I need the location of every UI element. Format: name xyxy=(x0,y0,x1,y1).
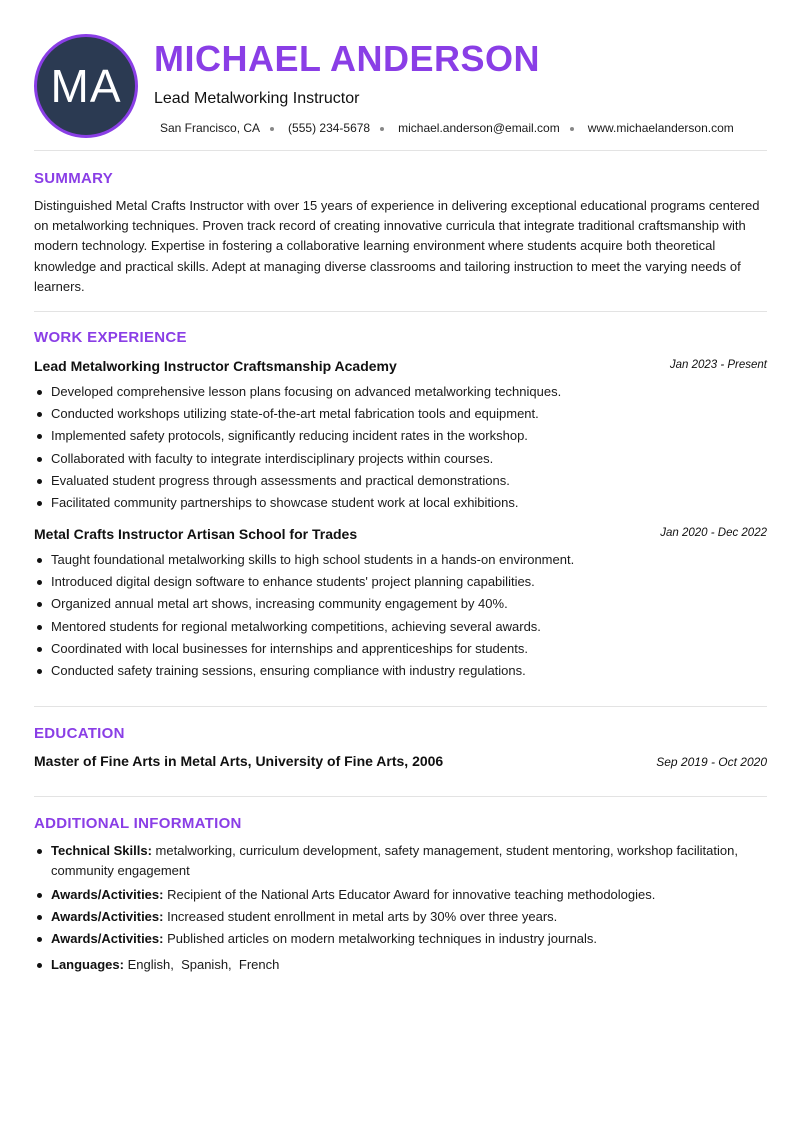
section-title-summary: SUMMARY xyxy=(34,170,114,187)
list-item: Mentored students for regional metalworking competitions, achieving several awards. xyxy=(34,618,767,640)
contact-phone[interactable]: (555) 234-5678 xyxy=(288,121,371,135)
info-label: Awards/Activities: xyxy=(51,931,164,946)
separator-dot-icon xyxy=(380,127,384,131)
education-degree: Master of Fine Arts in Metal Arts, University of Fine Arts, 2006 xyxy=(34,753,444,769)
list-item: Conducted workshops utilizing state-of-the-art metal fabrication tools and equipment. xyxy=(34,405,767,427)
candidate-role: Lead Metalworking Instructor xyxy=(154,90,360,107)
divider xyxy=(34,311,767,312)
divider xyxy=(34,706,767,707)
separator-dot-icon xyxy=(270,127,274,131)
separator-dot-icon xyxy=(570,127,574,131)
list-item: Implemented safety protocols, significantly reducing incident rates in the workshop. xyxy=(34,427,767,449)
avatar xyxy=(34,34,138,138)
list-item: Facilitated community partnerships to showcase student work at local exhibitions. xyxy=(34,494,767,516)
section-title-additional: ADDITIONAL INFORMATION xyxy=(34,815,242,832)
job-dates: Jan 2020 - Dec 2022 xyxy=(660,527,767,539)
section-title-experience: WORK EXPERIENCE xyxy=(34,329,187,346)
contact-email[interactable]: michael.anderson@email.com xyxy=(398,121,560,135)
avatar-initials: MA xyxy=(50,60,122,112)
info-text: Recipient of the National Arts Educator Award for innovative teaching methodologies. xyxy=(167,887,656,902)
list-item: Introduced digital design software to enhance students' project planning capabilities. xyxy=(34,573,767,595)
candidate-name: MICHAEL ANDERSON xyxy=(154,38,541,79)
info-text: English, Spanish, French xyxy=(127,957,280,972)
divider xyxy=(34,150,767,151)
job-dates: Jan 2023 - Present xyxy=(669,359,767,371)
education-entry xyxy=(34,753,767,771)
info-text: Published articles on modern metalworking techniques in industry journals. xyxy=(167,931,598,946)
job-bullets xyxy=(34,383,767,516)
list-item: Coordinated with local businesses for internships and apprenticeships for students. xyxy=(34,640,767,662)
additional-info-list xyxy=(34,841,767,975)
job-bullets xyxy=(34,551,767,684)
job-header xyxy=(34,358,767,376)
info-text: metalworking, curriculum development, safety management, student mentoring, workshop facilitation, community engagement xyxy=(51,843,738,878)
summary-text: Distinguished Metal Crafts Instructor with over 15 years of experience in delivering exceptional educational programs centered on metalworking techniques. Proven track record of creating innovative curricula that integrate traditional craftsmanship with modern technology. Expertise in fostering a collaborative learning environment where students acquire both theoretical knowledge and practical skills. Adept at managing diverse classrooms and tailoring instruction to meet the varying needs of learners. xyxy=(34,198,760,294)
list-item xyxy=(34,907,767,927)
list-item: Evaluated student progress through assessments and practical demonstrations. xyxy=(34,472,767,494)
list-item xyxy=(34,955,767,975)
info-label: Technical Skills: xyxy=(51,843,152,858)
contact-info xyxy=(160,121,734,135)
resume-header xyxy=(34,34,767,138)
list-item xyxy=(34,885,767,905)
list-item: Conducted safety training sessions, ensuring compliance with industry regulations. xyxy=(34,662,767,684)
info-label: Awards/Activities: xyxy=(51,909,164,924)
list-item xyxy=(34,929,767,949)
info-label: Languages: xyxy=(51,957,124,972)
section-title-education: EDUCATION xyxy=(34,725,125,742)
list-item xyxy=(34,841,767,881)
job-title: Lead Metalworking Instructor Craftsmanship Academy xyxy=(34,358,397,374)
info-label: Awards/Activities: xyxy=(51,887,164,902)
job-title: Metal Crafts Instructor Artisan School for Trades xyxy=(34,526,358,542)
contact-location: San Francisco, CA xyxy=(160,121,261,135)
list-item: Taught foundational metalworking skills to high school students in a hands-on environment. xyxy=(34,551,767,573)
divider xyxy=(34,796,767,797)
contact-website[interactable]: www.michaelanderson.com xyxy=(587,121,734,135)
job-header xyxy=(34,526,767,544)
list-item: Developed comprehensive lesson plans focusing on advanced metalworking techniques. xyxy=(34,383,767,405)
list-item: Collaborated with faculty to integrate interdisciplinary projects within courses. xyxy=(34,450,767,472)
education-dates: Sep 2019 - Oct 2020 xyxy=(656,755,767,769)
list-item: Organized annual metal art shows, increasing community engagement by 40%. xyxy=(34,595,767,617)
info-text: Increased student enrollment in metal arts by 30% over three years. xyxy=(167,909,558,924)
